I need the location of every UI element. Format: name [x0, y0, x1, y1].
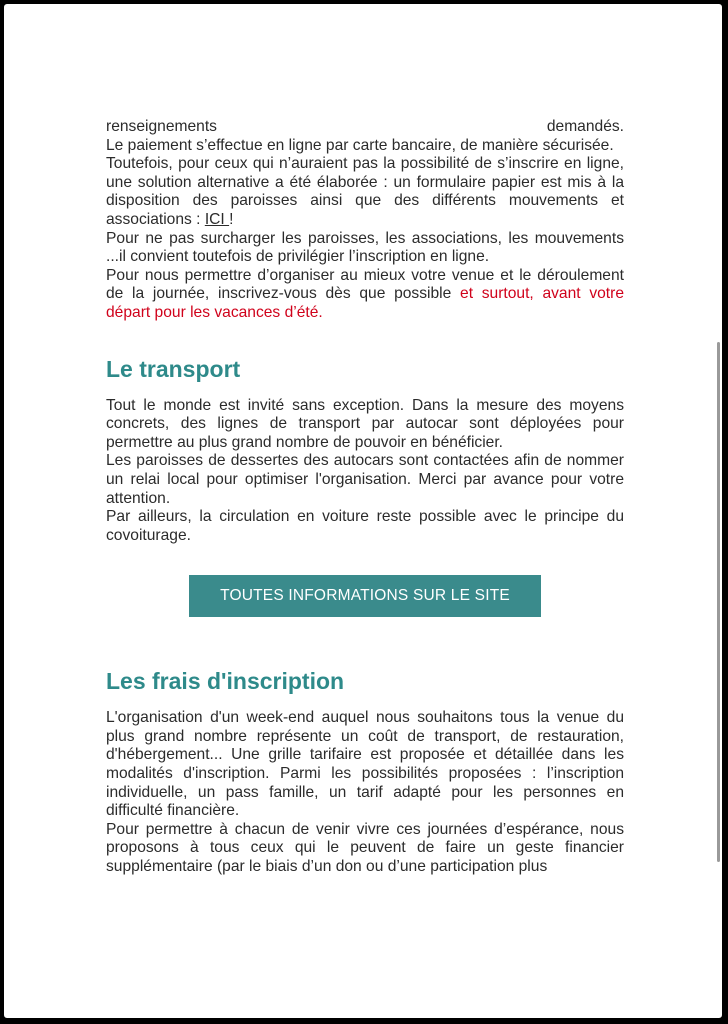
- heading-transport: Le transport: [106, 355, 241, 382]
- paragraph-renseignements: [106, 118, 624, 137]
- text-renseignements: renseignements: [106, 118, 217, 135]
- ici-link[interactable]: ICI: [204, 210, 230, 228]
- paragraph-transport-1: Tout le monde est invité sans exception. Dans la mesure des moyens concrets, des lignes de transport par autocar sont déployées pour permettre au plus grand nombre de pouvoir en bénéficier.: [106, 396, 624, 451]
- text-demandes: demandés.: [546, 118, 624, 135]
- paragraph-transport-3: Par ailleurs, la circulation en voiture reste possible avec le principe du covoiturage.: [106, 508, 624, 544]
- document-content: [106, 118, 624, 877]
- paragraph-payment: Le paiement s’effectue en ligne par carte bancaire, de manière sécurisée.: [106, 136, 614, 154]
- text-organize-highlight: et surtout, avant votre départ pour les vacances d’été.: [106, 285, 624, 321]
- scrollbar[interactable]: [717, 342, 720, 862]
- paragraph-alternative: [106, 155, 624, 229]
- text-alternative: Toutefois, pour ceux qui n’auraient pas la possibilité de s’inscrire en ligne, une solution alternative a été élaborée : un formulaire papier est mis à la disposition des paroisses ainsi que des différents mouvements et associations :: [106, 155, 624, 228]
- paragraph-organize: [106, 267, 624, 323]
- paragraph-frais-2: Pour permettre à chacun de venir vivre ces journées d’espérance, nous proposons à tous ceux qui le peuvent de faire un geste financier supplémentaire (par le biais d’un don ou d’une participation plus: [106, 820, 624, 876]
- paragraph-transport-2: Les paroisses de dessertes des autocars sont contactées afin de nommer un relai local pour optimiser l'organisation. Merci par avance pour votre attention.: [106, 452, 624, 507]
- document-page: [4, 4, 722, 1018]
- paragraph-priority: Pour ne pas surcharger les paroisses, les associations, les mouvements ...il convient toutefois de privilégier l’inscription en ligne.: [106, 229, 624, 266]
- site-info-button[interactable]: TOUTES INFORMATIONS SUR LE SITE: [189, 575, 541, 617]
- paragraph-frais-1: L'organisation d'un week-end auquel nous souhaitons tous la venue du plus grand nombre représente un coût de transport, de restauration, d'hébergement... Une grille tarifaire est proposée et détaillée dans les modalités d'inscription. Parmi les possibilités proposées : l’inscription individuelle, un pass famille, un tarif adapté pour les personnes en difficulté financière.: [106, 709, 624, 820]
- button-container: [106, 575, 624, 617]
- text-exclamation: !: [229, 210, 234, 228]
- heading-frais: Les frais d'inscription: [106, 668, 345, 695]
- text-organize: Pour nous permettre d’organiser au mieux votre venue et le déroulement de la journée, inscrivez-vous dès que possible: [106, 266, 624, 303]
